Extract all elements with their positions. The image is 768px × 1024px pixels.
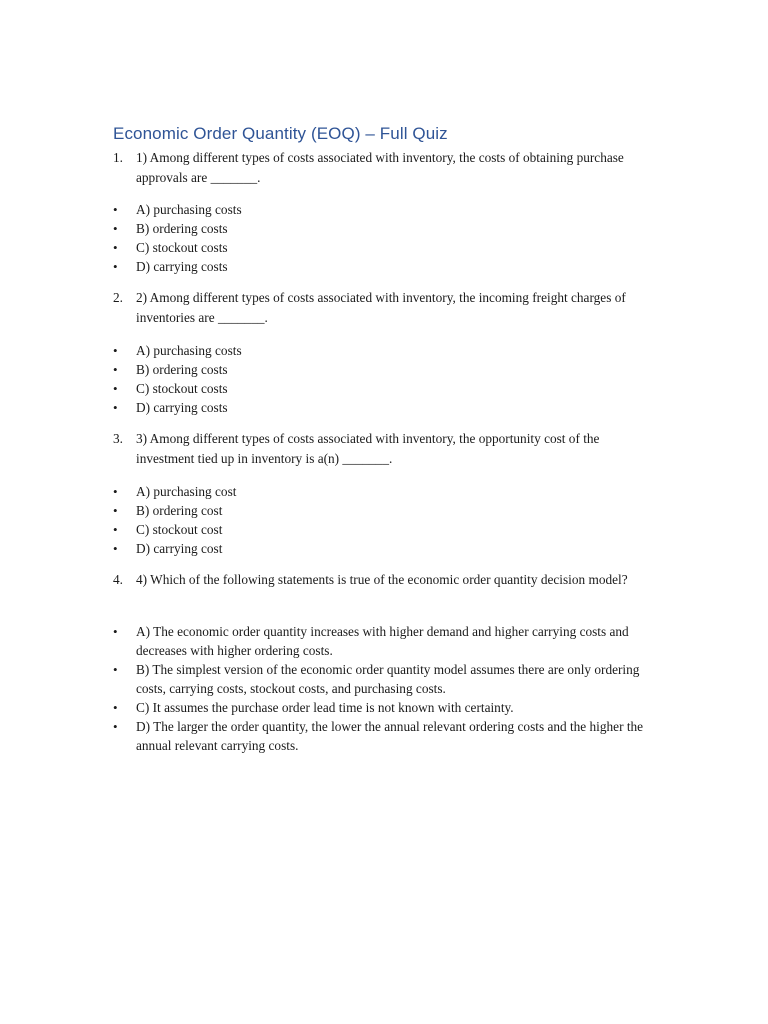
answer-option [113,257,658,276]
answer-option [113,717,658,755]
option-text: A) purchasing costs [136,202,242,217]
question-number: 2. [113,290,123,305]
answer-options-2 [113,341,658,417]
option-text: D) The larger the order quantity, the lower the annual relevant ordering costs and the higher the annual relevant carrying costs. [136,719,644,753]
answer-option [113,482,658,501]
bullet-icon: • [113,400,118,415]
option-text: C) stockout cost [136,522,223,537]
bullet-icon: • [113,202,118,217]
bullet-icon: • [113,719,118,734]
question-4 [113,570,658,590]
answer-option [113,660,658,698]
answer-option [113,341,658,360]
question-2 [113,288,658,328]
answer-options-1 [113,200,658,276]
answer-options-3 [113,482,658,558]
question-number: 1. [113,150,123,165]
question-text: 4) Which of the following statements is true of the economic order quantity decision model? [136,572,628,587]
option-text: B) ordering cost [136,503,223,518]
answer-option [113,698,658,717]
bullet-icon: • [113,259,118,274]
option-text: D) carrying cost [136,541,223,556]
answer-option [113,379,658,398]
answer-option [113,200,658,219]
question-text: 3) Among different types of costs associated with inventory, the opportunity cost of the investment tied up in inventory is a(n) _______. [136,431,600,466]
answer-option [113,238,658,257]
bullet-icon: • [113,343,118,358]
document-title: Economic Order Quantity (EOQ) – Full Quiz [113,124,448,143]
option-text: B) ordering costs [136,362,228,377]
answer-option [113,520,658,539]
bullet-icon: • [113,484,118,499]
option-text: C) It assumes the purchase order lead time is not known with certainty. [136,700,514,715]
bullet-icon: • [113,662,118,677]
question-text: 1) Among different types of costs associated with inventory, the costs of obtaining purchase approvals are _______. [136,150,624,185]
question-1 [113,148,658,188]
answer-options-4 [113,622,658,755]
option-text: B) The simplest version of the economic order quantity model assumes there are only ordering costs, carrying costs, stockout costs, and purchasing costs. [136,662,640,696]
answer-option [113,539,658,558]
option-text: A) purchasing costs [136,343,242,358]
option-text: D) carrying costs [136,400,228,415]
question-3 [113,429,658,469]
answer-option [113,622,658,660]
option-text: A) purchasing cost [136,484,237,499]
option-text: B) ordering costs [136,221,228,236]
question-number: 3. [113,431,123,446]
bullet-icon: • [113,624,118,639]
option-text: C) stockout costs [136,240,228,255]
question-number: 4. [113,572,123,587]
answer-option [113,360,658,379]
option-text: D) carrying costs [136,259,228,274]
answer-option [113,219,658,238]
bullet-icon: • [113,522,118,537]
bullet-icon: • [113,541,118,556]
bullet-icon: • [113,381,118,396]
bullet-icon: • [113,700,118,715]
bullet-icon: • [113,221,118,236]
option-text: A) The economic order quantity increases with higher demand and higher carrying costs and decreases with higher ordering costs. [136,624,629,658]
bullet-icon: • [113,503,118,518]
answer-option [113,398,658,417]
option-text: C) stockout costs [136,381,228,396]
bullet-icon: • [113,362,118,377]
bullet-icon: • [113,240,118,255]
question-text: 2) Among different types of costs associated with inventory, the incoming freight charges of inventories are _______. [136,290,626,325]
answer-option [113,501,658,520]
